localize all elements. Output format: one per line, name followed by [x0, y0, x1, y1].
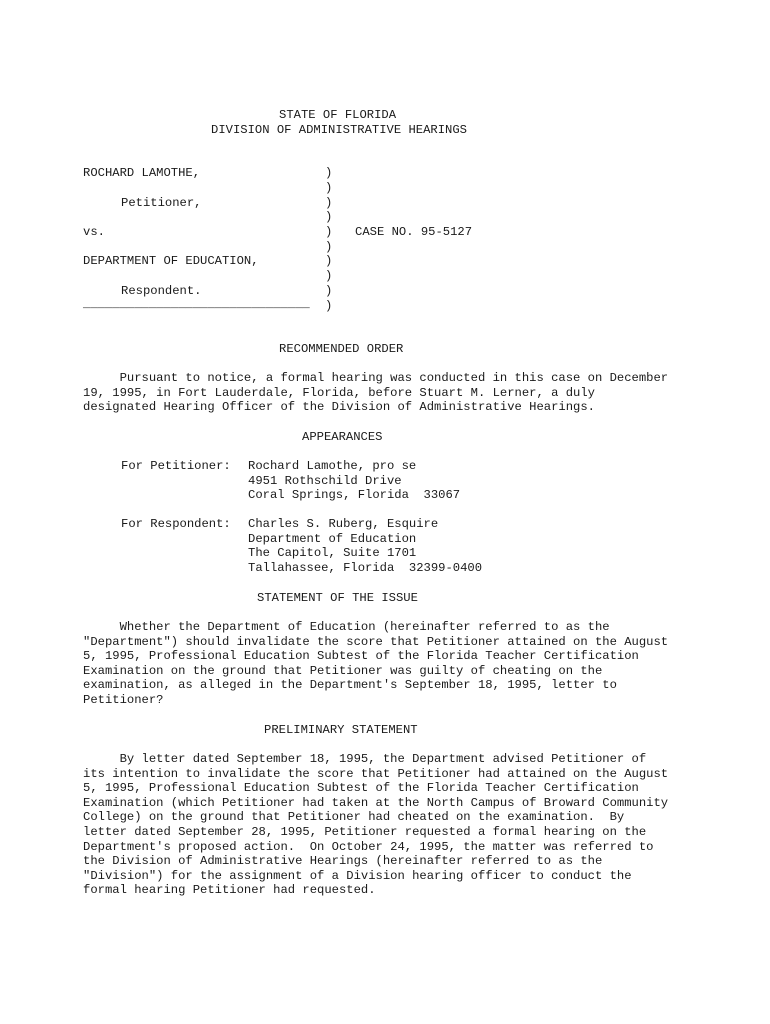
paragraph-line: Examination (which Petitioner had taken at the North Campus of Broward Community [83, 795, 669, 810]
paragraph-line: the Division of Administrative Hearings (hereinafter referred to as the [83, 854, 603, 869]
statement-of-issue-paragraph [83, 620, 668, 708]
paragraph-line: Pursuant to notice, a formal hearing was conducted in this case on December [83, 371, 669, 385]
paragraph-line: "Division") for the assignment of a Division hearing officer to conduct the [83, 868, 632, 883]
respondent-counsel-address [248, 517, 482, 575]
caption-paren: ) [325, 196, 333, 210]
caption-underline: _______________________________ [83, 297, 310, 311]
caption-paren: ) [325, 181, 333, 195]
petitioner-role: Petitioner, [121, 196, 202, 210]
division-heading: DIVISION OF ADMINISTRATIVE HEARINGS [211, 123, 467, 137]
address-line: Rochard Lamothe, pro se [248, 459, 417, 473]
paragraph-line: By letter dated September 18, 1995, the Department advised Petitioner of [83, 752, 647, 766]
versus-label: vs. [83, 225, 105, 239]
petitioner-name: ROCHARD LAMOTHE, [83, 166, 201, 180]
recommended-order-heading: RECOMMENDED ORDER [279, 342, 404, 356]
paragraph-line: 5, 1995, Professional Education Subtest of the Florida Teacher Certification [83, 781, 639, 796]
caption-paren: ) [325, 269, 333, 283]
address-line: Department of Education [248, 531, 417, 546]
paragraph-line: letter dated September 28, 1995, Petitioner requested a formal hearing on the [83, 824, 647, 839]
address-line: Tallahassee, Florida 32399-0400 [248, 560, 483, 575]
respondent-role: Respondent. [121, 284, 202, 298]
caption-paren: ) [325, 166, 333, 180]
respondent-counsel-label: For Respondent: [121, 517, 231, 531]
paragraph-line: 19, 1995, in Fort Lauderdale, Florida, before Stuart M. Lerner, a duly [83, 385, 595, 400]
paragraph-line: Examination on the ground that Petitioner was guilty of cheating on the [83, 663, 603, 678]
appearances-heading: APPEARANCES [302, 430, 383, 444]
caption-paren: ) [325, 254, 333, 268]
paragraph-line: "Department") should invalidate the score that Petitioner attained on the August [83, 634, 669, 649]
case-number: CASE NO. 95-5127 [355, 225, 473, 239]
paragraph-line: its intention to invalidate the score that Petitioner had attained on the August [83, 766, 669, 781]
paragraph-line: examination, as alleged in the Department's September 18, 1995, letter to [83, 678, 617, 693]
petitioner-counsel-label: For Petitioner: [121, 459, 231, 473]
caption-paren: ) [325, 284, 333, 298]
statement-of-issue-heading: STATEMENT OF THE ISSUE [257, 591, 418, 605]
paragraph-line: formal hearing Petitioner had requested. [83, 883, 376, 898]
caption-paren: ) [325, 240, 333, 254]
caption-paren: ) [325, 299, 333, 313]
caption-paren: ) [325, 210, 333, 224]
paragraph-line: College) on the ground that Petitioner had cheated on the examination. By [83, 810, 625, 825]
paragraph-line: Whether the Department of Education (hereinafter referred to as the [83, 620, 610, 634]
address-line: The Capitol, Suite 1701 [248, 546, 417, 561]
address-line: Coral Springs, Florida 33067 [248, 488, 461, 503]
paragraph-line: 5, 1995, Professional Education Subtest of the Florida Teacher Certification [83, 649, 639, 664]
petitioner-counsel-address [248, 459, 460, 503]
state-heading: STATE OF FLORIDA [279, 108, 397, 122]
paragraph-line: Petitioner? [83, 692, 164, 707]
address-line: Charles S. Ruberg, Esquire [248, 517, 439, 531]
paragraph-line: designated Hearing Officer of the Division of Administrative Hearings. [83, 400, 595, 415]
paragraph-line: Department's proposed action. On October 24, 1995, the matter was referred to [83, 839, 654, 854]
preliminary-statement-paragraph [83, 752, 668, 898]
respondent-name: DEPARTMENT OF EDUCATION, [83, 254, 259, 268]
caption-paren: ) [325, 225, 333, 239]
recommended-order-paragraph [83, 371, 668, 415]
preliminary-statement-heading: PRELIMINARY STATEMENT [264, 723, 418, 737]
address-line: 4951 Rothschild Drive [248, 473, 402, 488]
